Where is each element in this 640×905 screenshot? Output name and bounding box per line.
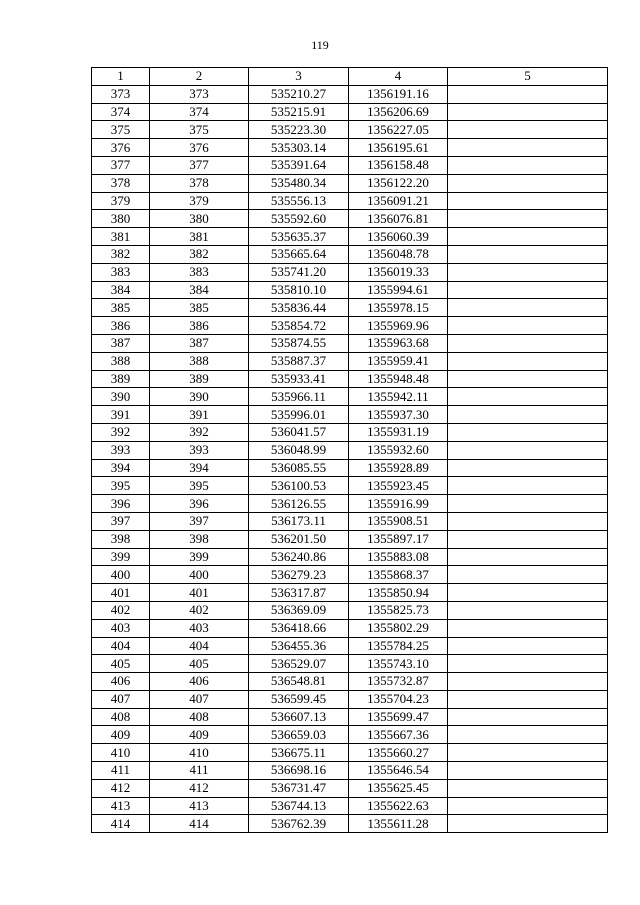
table-cell-col-2: 408 — [150, 708, 249, 726]
table-row — [92, 637, 608, 655]
table-row — [92, 708, 608, 726]
table-cell-col-3: 535966.11 — [249, 388, 349, 406]
table-cell-col-5 — [448, 263, 608, 281]
table-cell-col-5 — [448, 708, 608, 726]
table-cell-col-5 — [448, 797, 608, 815]
table-cell-col-5 — [448, 584, 608, 602]
table-cell-col-1: 403 — [92, 619, 150, 637]
table-cell-col-1: 392 — [92, 423, 150, 441]
table-cell-col-3: 536548.81 — [249, 673, 349, 691]
table-cell-col-5 — [448, 619, 608, 637]
table-cell-col-1: 395 — [92, 477, 150, 495]
table-cell-col-3: 536369.09 — [249, 601, 349, 619]
table-cell-col-1: 374 — [92, 103, 150, 121]
table-row — [92, 103, 608, 121]
table-row — [92, 530, 608, 548]
table-row — [92, 121, 608, 139]
table-cell-col-5 — [448, 370, 608, 388]
table-cell-col-2: 398 — [150, 530, 249, 548]
table-cell-col-2: 391 — [150, 406, 249, 424]
table-cell-col-2: 377 — [150, 156, 249, 174]
table-cell-col-2: 390 — [150, 388, 249, 406]
table-cell-col-2: 383 — [150, 263, 249, 281]
table-cell-col-3: 535854.72 — [249, 317, 349, 335]
table-cell-col-3: 536607.13 — [249, 708, 349, 726]
table-cell-col-4: 1355784.25 — [349, 637, 448, 655]
table-cell-col-3: 535665.64 — [249, 245, 349, 263]
table-cell-col-1: 376 — [92, 139, 150, 157]
table-cell-col-4: 1355963.68 — [349, 334, 448, 352]
table-cell-col-1: 399 — [92, 548, 150, 566]
table-cell-col-2: 397 — [150, 512, 249, 530]
table-cell-col-1: 379 — [92, 192, 150, 210]
table-body — [92, 85, 608, 832]
table-cell-col-2: 387 — [150, 334, 249, 352]
table-row — [92, 263, 608, 281]
table-cell-col-2: 386 — [150, 317, 249, 335]
table-cell-col-4: 1356195.61 — [349, 139, 448, 157]
table-row — [92, 281, 608, 299]
table-cell-col-2: 389 — [150, 370, 249, 388]
table-cell-col-4: 1355969.96 — [349, 317, 448, 335]
table-cell-col-5 — [448, 673, 608, 691]
table-cell-col-3: 536599.45 — [249, 690, 349, 708]
table-cell-col-4: 1355646.54 — [349, 762, 448, 780]
table-cell-col-2: 412 — [150, 779, 249, 797]
table-cell-col-5 — [448, 174, 608, 192]
table-row — [92, 459, 608, 477]
table-cell-col-5 — [448, 548, 608, 566]
table-cell-col-2: 376 — [150, 139, 249, 157]
table-cell-col-1: 390 — [92, 388, 150, 406]
table-cell-col-4: 1355937.30 — [349, 406, 448, 424]
table-cell-col-5 — [448, 726, 608, 744]
table-row — [92, 797, 608, 815]
table-cell-col-1: 382 — [92, 245, 150, 263]
table-cell-col-3: 535556.13 — [249, 192, 349, 210]
table-cell-col-1: 385 — [92, 299, 150, 317]
column-header-1: 1 — [92, 68, 150, 86]
table-cell-col-3: 536126.55 — [249, 495, 349, 513]
table-cell-col-4: 1355897.17 — [349, 530, 448, 548]
page-number: 119 — [311, 38, 329, 52]
table-cell-col-2: 413 — [150, 797, 249, 815]
table-cell-col-1: 386 — [92, 317, 150, 335]
table-cell-col-3: 535635.37 — [249, 228, 349, 246]
table-cell-col-1: 383 — [92, 263, 150, 281]
table-row — [92, 673, 608, 691]
table-cell-col-3: 536529.07 — [249, 655, 349, 673]
table-cell-col-4: 1355704.23 — [349, 690, 448, 708]
table-cell-col-2: 374 — [150, 103, 249, 121]
table-cell-col-2: 402 — [150, 601, 249, 619]
table-cell-col-5 — [448, 156, 608, 174]
table-cell-col-1: 414 — [92, 815, 150, 833]
table-cell-col-4: 1355825.73 — [349, 601, 448, 619]
table-cell-col-1: 380 — [92, 210, 150, 228]
table-cell-col-3: 535874.55 — [249, 334, 349, 352]
table-row — [92, 139, 608, 157]
table-cell-col-4: 1356122.20 — [349, 174, 448, 192]
table-cell-col-3: 535210.27 — [249, 85, 349, 103]
table-cell-col-5 — [448, 352, 608, 370]
coordinates-table — [91, 67, 608, 833]
table-cell-col-2: 409 — [150, 726, 249, 744]
column-header-2: 2 — [150, 68, 249, 86]
table-row — [92, 299, 608, 317]
table-cell-col-3: 536317.87 — [249, 584, 349, 602]
table-cell-col-1: 412 — [92, 779, 150, 797]
table-cell-col-2: 373 — [150, 85, 249, 103]
table-cell-col-4: 1356227.05 — [349, 121, 448, 139]
table-cell-col-4: 1355959.41 — [349, 352, 448, 370]
table-row — [92, 317, 608, 335]
table-cell-col-1: 402 — [92, 601, 150, 619]
table-cell-col-2: 414 — [150, 815, 249, 833]
table-row — [92, 477, 608, 495]
column-header-5: 5 — [448, 68, 608, 86]
table-cell-col-1: 404 — [92, 637, 150, 655]
table-cell-col-2: 375 — [150, 121, 249, 139]
table-cell-col-3: 535741.20 — [249, 263, 349, 281]
table-cell-col-1: 407 — [92, 690, 150, 708]
table-cell-col-5 — [448, 495, 608, 513]
table-cell-col-3: 535480.34 — [249, 174, 349, 192]
table-cell-col-3: 536100.53 — [249, 477, 349, 495]
table-cell-col-5 — [448, 192, 608, 210]
table-cell-col-1: 405 — [92, 655, 150, 673]
table-cell-col-4: 1355923.45 — [349, 477, 448, 495]
table-cell-col-2: 395 — [150, 477, 249, 495]
table-cell-col-5 — [448, 210, 608, 228]
table-cell-col-5 — [448, 139, 608, 157]
table-cell-col-2: 392 — [150, 423, 249, 441]
table-cell-col-1: 396 — [92, 495, 150, 513]
table-cell-col-2: 407 — [150, 690, 249, 708]
table-cell-col-1: 410 — [92, 744, 150, 762]
table-cell-col-3: 536201.50 — [249, 530, 349, 548]
table-row — [92, 174, 608, 192]
table-cell-col-2: 406 — [150, 673, 249, 691]
table-row — [92, 85, 608, 103]
table-cell-col-5 — [448, 655, 608, 673]
table-cell-col-4: 1356060.39 — [349, 228, 448, 246]
table-cell-col-4: 1355732.87 — [349, 673, 448, 691]
table-cell-col-4: 1355931.19 — [349, 423, 448, 441]
table-header-row — [92, 68, 608, 86]
table-cell-col-1: 377 — [92, 156, 150, 174]
table-cell-col-1: 375 — [92, 121, 150, 139]
table-cell-col-3: 536173.11 — [249, 512, 349, 530]
table-cell-col-4: 1356048.78 — [349, 245, 448, 263]
table-cell-col-1: 400 — [92, 566, 150, 584]
table-row — [92, 352, 608, 370]
table-cell-col-5 — [448, 512, 608, 530]
table-row — [92, 690, 608, 708]
table-cell-col-4: 1355994.61 — [349, 281, 448, 299]
table-cell-col-5 — [448, 121, 608, 139]
table-cell-col-5 — [448, 477, 608, 495]
table-cell-col-4: 1355622.63 — [349, 797, 448, 815]
table-cell-col-1: 408 — [92, 708, 150, 726]
table-cell-col-3: 536085.55 — [249, 459, 349, 477]
table-row — [92, 228, 608, 246]
table-cell-col-4: 1356158.48 — [349, 156, 448, 174]
table-cell-col-2: 385 — [150, 299, 249, 317]
table-cell-col-5 — [448, 441, 608, 459]
table-row — [92, 423, 608, 441]
table-cell-col-5 — [448, 228, 608, 246]
table-cell-col-2: 384 — [150, 281, 249, 299]
table-cell-col-5 — [448, 690, 608, 708]
table-cell-col-2: 401 — [150, 584, 249, 602]
table-row — [92, 388, 608, 406]
table-cell-col-2: 381 — [150, 228, 249, 246]
table-cell-col-2: 403 — [150, 619, 249, 637]
table-row — [92, 210, 608, 228]
table-row — [92, 334, 608, 352]
table-cell-col-4: 1356076.81 — [349, 210, 448, 228]
table-cell-col-4: 1355660.27 — [349, 744, 448, 762]
table-cell-col-1: 398 — [92, 530, 150, 548]
table-row — [92, 370, 608, 388]
table-cell-col-3: 536698.16 — [249, 762, 349, 780]
table-cell-col-5 — [448, 334, 608, 352]
table-cell-col-4: 1355942.11 — [349, 388, 448, 406]
table-cell-col-1: 388 — [92, 352, 150, 370]
table-row — [92, 495, 608, 513]
table-cell-col-1: 394 — [92, 459, 150, 477]
table-cell-col-2: 382 — [150, 245, 249, 263]
table-cell-col-4: 1355928.89 — [349, 459, 448, 477]
table-cell-col-5 — [448, 637, 608, 655]
table-cell-col-1: 373 — [92, 85, 150, 103]
table-cell-col-2: 410 — [150, 744, 249, 762]
table-row — [92, 744, 608, 762]
table-row — [92, 192, 608, 210]
table-cell-col-4: 1355868.37 — [349, 566, 448, 584]
table-cell-col-4: 1355883.08 — [349, 548, 448, 566]
table-cell-col-1: 389 — [92, 370, 150, 388]
table-cell-col-5 — [448, 281, 608, 299]
table-cell-col-1: 381 — [92, 228, 150, 246]
table-cell-col-4: 1356019.33 — [349, 263, 448, 281]
table-cell-col-5 — [448, 601, 608, 619]
table-cell-col-5 — [448, 103, 608, 121]
table-cell-col-4: 1355699.47 — [349, 708, 448, 726]
table-cell-col-5 — [448, 566, 608, 584]
table-cell-col-5 — [448, 245, 608, 263]
table-cell-col-3: 535887.37 — [249, 352, 349, 370]
table-cell-col-1: 393 — [92, 441, 150, 459]
table-row — [92, 815, 608, 833]
table-cell-col-3: 535215.91 — [249, 103, 349, 121]
table-cell-col-5 — [448, 762, 608, 780]
table-cell-col-3: 536762.39 — [249, 815, 349, 833]
table-cell-col-2: 393 — [150, 441, 249, 459]
table-cell-col-3: 536675.11 — [249, 744, 349, 762]
table-row — [92, 406, 608, 424]
table-cell-col-2: 378 — [150, 174, 249, 192]
table-cell-col-4: 1355908.51 — [349, 512, 448, 530]
table-cell-col-5 — [448, 388, 608, 406]
table-cell-col-2: 404 — [150, 637, 249, 655]
table-cell-col-4: 1355916.99 — [349, 495, 448, 513]
table-cell-col-4: 1355948.48 — [349, 370, 448, 388]
table-cell-col-2: 388 — [150, 352, 249, 370]
table-cell-col-1: 401 — [92, 584, 150, 602]
table-row — [92, 619, 608, 637]
table-cell-col-3: 535592.60 — [249, 210, 349, 228]
table-cell-col-1: 387 — [92, 334, 150, 352]
table-cell-col-3: 535996.01 — [249, 406, 349, 424]
table-cell-col-3: 536041.57 — [249, 423, 349, 441]
table-cell-col-1: 378 — [92, 174, 150, 192]
table-row — [92, 584, 608, 602]
table-cell-col-3: 536744.13 — [249, 797, 349, 815]
table-cell-col-5 — [448, 459, 608, 477]
table-cell-col-5 — [448, 299, 608, 317]
table-cell-col-1: 413 — [92, 797, 150, 815]
column-header-4: 4 — [349, 68, 448, 86]
table-row — [92, 156, 608, 174]
table-cell-col-5 — [448, 406, 608, 424]
table-cell-col-4: 1355625.45 — [349, 779, 448, 797]
table-cell-col-2: 380 — [150, 210, 249, 228]
table-cell-col-5 — [448, 85, 608, 103]
table-cell-col-3: 536659.03 — [249, 726, 349, 744]
table-cell-col-1: 409 — [92, 726, 150, 744]
table-cell-col-1: 391 — [92, 406, 150, 424]
table-cell-col-4: 1355850.94 — [349, 584, 448, 602]
table-cell-col-3: 536240.86 — [249, 548, 349, 566]
table-row — [92, 779, 608, 797]
table-cell-col-5 — [448, 779, 608, 797]
table-row — [92, 726, 608, 744]
table-cell-col-4: 1355802.29 — [349, 619, 448, 637]
table-cell-col-3: 535223.30 — [249, 121, 349, 139]
table-cell-col-4: 1355667.36 — [349, 726, 448, 744]
table-row — [92, 441, 608, 459]
table-cell-col-3: 536731.47 — [249, 779, 349, 797]
table-cell-col-3: 535836.44 — [249, 299, 349, 317]
table-cell-col-4: 1356191.16 — [349, 85, 448, 103]
table-cell-col-1: 384 — [92, 281, 150, 299]
table-cell-col-2: 379 — [150, 192, 249, 210]
table-row — [92, 655, 608, 673]
table-cell-col-5 — [448, 744, 608, 762]
table-cell-col-5 — [448, 317, 608, 335]
table-cell-col-3: 536279.23 — [249, 566, 349, 584]
table-cell-col-5 — [448, 530, 608, 548]
table-row — [92, 601, 608, 619]
table-cell-col-2: 396 — [150, 495, 249, 513]
table-cell-col-5 — [448, 815, 608, 833]
table-cell-col-4: 1356206.69 — [349, 103, 448, 121]
table-cell-col-2: 405 — [150, 655, 249, 673]
table-cell-col-2: 411 — [150, 762, 249, 780]
table-cell-col-3: 536048.99 — [249, 441, 349, 459]
table-cell-col-3: 535933.41 — [249, 370, 349, 388]
table-row — [92, 548, 608, 566]
table-cell-col-1: 397 — [92, 512, 150, 530]
table-cell-col-3: 536418.66 — [249, 619, 349, 637]
table-cell-col-2: 400 — [150, 566, 249, 584]
table-row — [92, 245, 608, 263]
table-cell-col-3: 536455.36 — [249, 637, 349, 655]
table-row — [92, 762, 608, 780]
table-cell-col-3: 535303.14 — [249, 139, 349, 157]
table-cell-col-4: 1355611.28 — [349, 815, 448, 833]
table-cell-col-4: 1355978.15 — [349, 299, 448, 317]
table-cell-col-3: 535810.10 — [249, 281, 349, 299]
table-cell-col-4: 1355932.60 — [349, 441, 448, 459]
table-cell-col-5 — [448, 423, 608, 441]
table-cell-col-1: 406 — [92, 673, 150, 691]
column-header-3: 3 — [249, 68, 349, 86]
table-row — [92, 512, 608, 530]
table-cell-col-2: 399 — [150, 548, 249, 566]
table-cell-col-1: 411 — [92, 762, 150, 780]
table-cell-col-3: 535391.64 — [249, 156, 349, 174]
table-row — [92, 566, 608, 584]
table-cell-col-4: 1355743.10 — [349, 655, 448, 673]
table-cell-col-4: 1356091.21 — [349, 192, 448, 210]
table-cell-col-2: 394 — [150, 459, 249, 477]
